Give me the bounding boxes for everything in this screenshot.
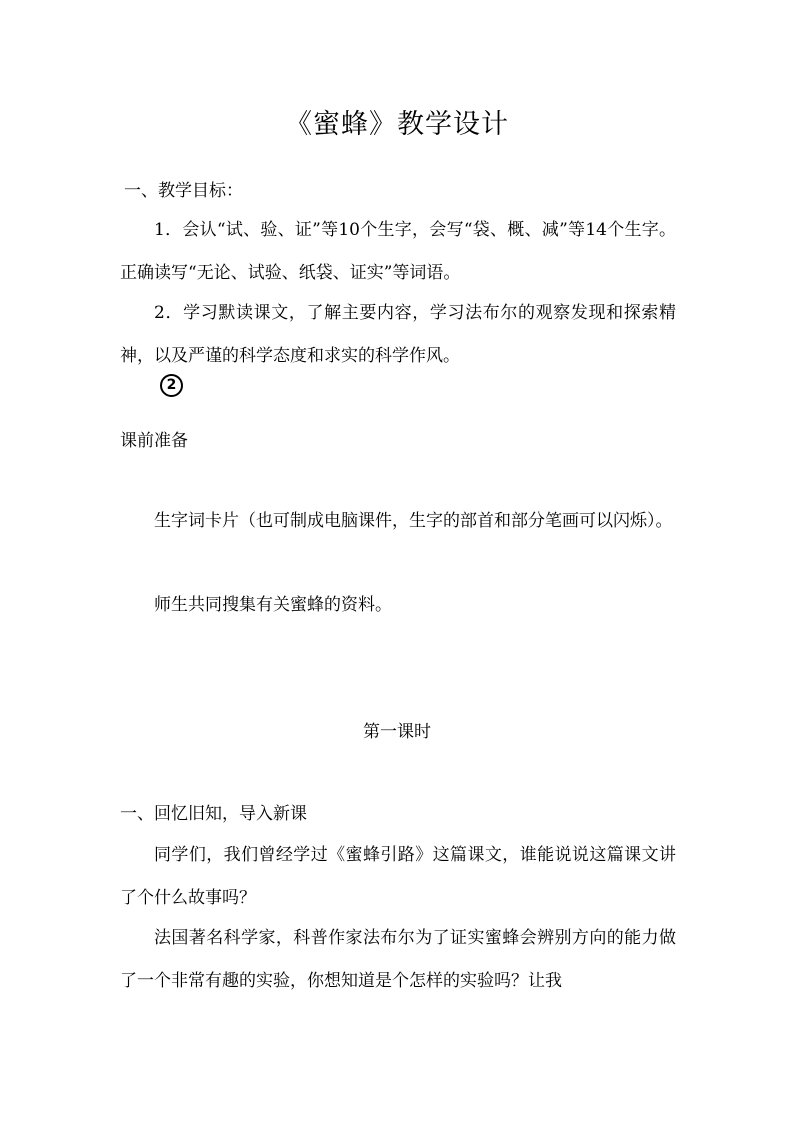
lesson-paragraph-2: 法国著名科学家，科普作家法布尔为了证实蜜蜂会辨别方向的能力做了一个非常有趣的实验，你想知道是个怎样的实验吗？让我 xyxy=(120,928,676,991)
goal-paragraph-2: 2．学习默读课文，了解主要内容，学习法布尔的观察发现和探索精神，以及严谨的科学态度和求实的科学作风。 xyxy=(120,303,676,366)
prep-paragraph-2: 师生共同搜集有关蜜蜂的资料。 xyxy=(154,595,392,615)
prep-paragraph-1: 生字词卡片（也可制成电脑课件，生字的部首和部分笔画可以闪烁）。 xyxy=(154,511,673,531)
section-heading-preparation: 课前准备 xyxy=(120,431,188,451)
section-heading-goals: 一、教学目标： xyxy=(124,181,243,201)
circled-number-marker: 2 xyxy=(160,374,183,397)
document-title: 《蜜蜂》教学设计 xyxy=(285,109,509,140)
goal-paragraph-1: 1．会认“试、验、证”等10个生字，会写“袋、概、减”等14个生字。正确读写“无论、试验、纸袋、证实”等词语。 xyxy=(120,220,676,283)
lesson-paragraph-1: 同学们，我们曾经学过《蜜蜂引路》这篇课文，谁能说说这篇课文讲了个什么故事吗？ xyxy=(120,845,676,908)
lesson-part-heading: 一、回忆旧知，导入新课 xyxy=(120,804,307,824)
lesson-heading: 第一课时 xyxy=(363,722,431,742)
